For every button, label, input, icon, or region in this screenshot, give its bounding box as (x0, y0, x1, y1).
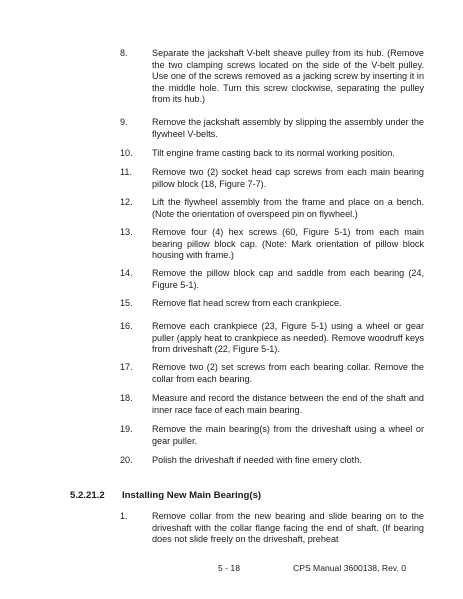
step-text: Measure and record the distance between the end of the shaft and inner race face of each main bearing. (152, 393, 424, 415)
step-number: 12. (120, 197, 133, 207)
step-text: Remove collar from the new bearing and slide bearing on to the driveshaft with the collar flange facing the end of shaft. (If bearing does not slide freely on the driveshaft, preheat (152, 511, 424, 545)
step-text: Remove the main bearing(s) from the driveshaft using a wheel or gear puller. (152, 424, 424, 446)
step-text: Remove the jackshaft assembly by slipping the assembly under the flywheel V-belts. (152, 117, 424, 139)
step-number: 14. (120, 268, 133, 278)
step-number: 13. (120, 227, 133, 237)
step-text: Remove two (2) socket head cap screws from each main bearing pillow block (18, Figure 7-7). (152, 167, 424, 189)
step-text: Polish the driveshaft if needed with fine emery cloth. (152, 455, 362, 465)
section-title: Installing New Main Bearing(s) (122, 490, 262, 501)
step-number: 15. (120, 298, 133, 308)
step-number: 17. (120, 362, 133, 372)
step-text: Remove two (2) set screws from each bearing collar. Remove the collar from each bearing. (152, 362, 424, 384)
step-text: Remove the pillow block cap and saddle from each bearing (24, Figure 5-1). (152, 268, 424, 290)
document-id: CPS Manual 3600138, Rev. 0 (293, 563, 407, 573)
step-text: Remove flat head screw from each crankpiece. (152, 298, 342, 308)
step-number: 11. (120, 167, 132, 177)
step-text: Remove four (4) hex screws (60, Figure 5-1) from each main bearing pillow block cap. (Note: Mark orientation of pillow block housing with frame.) (152, 227, 424, 261)
step-number: 20. (120, 455, 133, 465)
step-text: Remove each crankpiece (23, Figure 5-1) using a wheel or gear puller (apply heat to crankpiece as needed). Remove woodruff keys from driveshaft (22, Figure 5-1). (152, 321, 424, 355)
step-number: 16. (120, 321, 133, 331)
page-number: 5 - 18 (218, 563, 240, 573)
section-number: 5.2.21.2 (70, 490, 105, 501)
step-number: 9. (120, 117, 128, 127)
step-text: Tilt engine frame casting back to its normal working position. (152, 148, 395, 158)
step-text: Separate the jackshaft V-belt sheave pulley from its hub. (Remove the two clamping screws located on the side of the V-belt pulley. Use one of the screws removed as a jacking screw by inserting it in the middle hole. Turn this screw clockwise, separating the pulley from its hub.) (152, 48, 424, 105)
step-number: 18. (120, 393, 133, 403)
step-number: 8. (120, 48, 128, 58)
step-number: 1. (120, 511, 128, 521)
step-text: Lift the flywheel assembly from the frame and place on a bench. (Note the orientation of overspeed pin on flywheel.) (152, 197, 424, 219)
step-number: 10. (120, 148, 133, 158)
step-number: 19. (120, 424, 133, 434)
